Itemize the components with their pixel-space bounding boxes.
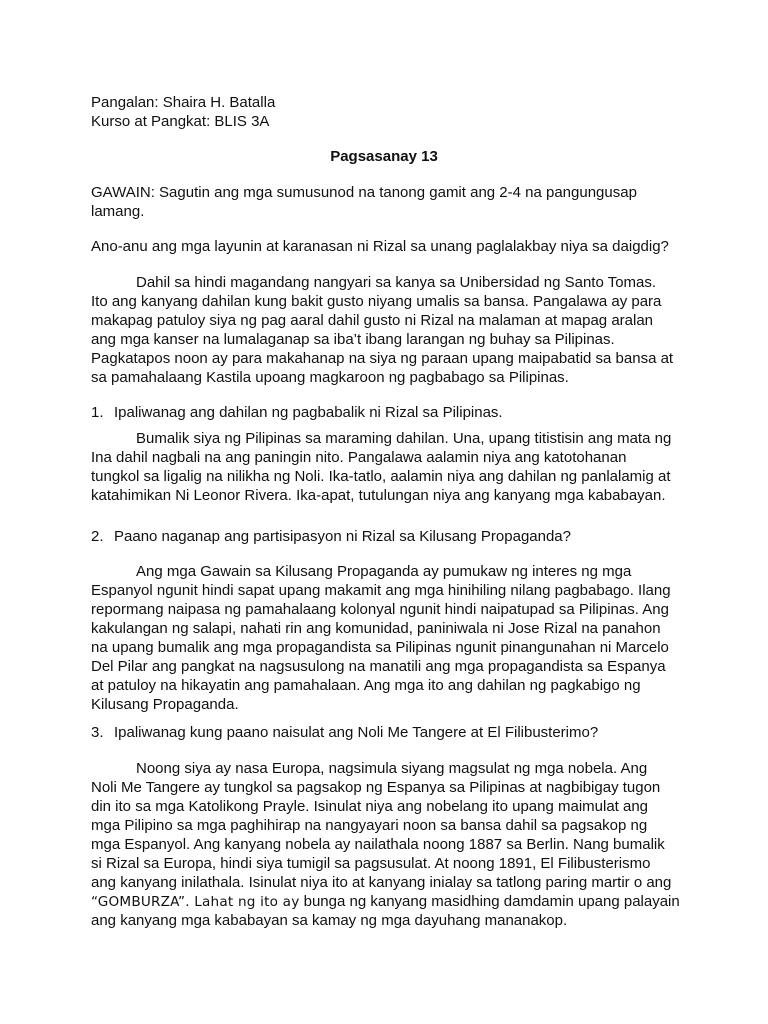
question-label: Ipaliwanag ang dahilan ng pagbabalik ni Rizal sa Pilipinas. [114,404,503,421]
answer-line: kakulangan ng salapi, nahati rin ang komunidad, paniniwala ni Jose Rizal na panahon [91,620,661,637]
document-title [0,147,768,166]
answer-segment: bunga ng kanyang masidhing damdamin upang palayain [299,893,680,910]
intro-question [91,237,691,256]
answer-line: katahimikan Ni Leonor Rivera. Ika-apat, tutulungan niya ang kanyang mga kababayan. [91,487,666,504]
answer-line: repormang naipasa ng pamahalaang kolonyal ngunit hindi naipatupad sa Pilipinas. Ang [91,601,669,618]
question-text [91,723,691,742]
intro-answer [91,273,691,387]
answer-line: Ang mga Gawain sa Kilusang Propaganda ay pumukaw ng interes ng mga [136,563,632,580]
question-text [91,403,691,422]
answer-1 [91,429,691,505]
answer-line: ang kanyang inilathala. Isinulat niya ito at kanyang inialay sa tatlong paring martir o ang [91,874,672,891]
answer-line: makapag patuloy siya ng pag aaral dahil gusto ni Rizal na malaman at mapag aralan [91,312,654,329]
student-info [91,93,275,131]
intro-question-text: Ano-anu ang mga layunin at karanasan ni Rizal sa unang paglalakbay niya sa daigdig? [91,238,669,255]
answer-line [91,892,691,911]
instruction-line: GAWAIN: Sagutin ang mga sumusunod na tanong gamit ang 2-4 na pangungusap [91,184,637,201]
answer-line: sa pamahalaang Kastila upoang magkaroon ng pagbabago sa Pilipinas. [91,369,569,386]
answer-line: at patuloy na hikayatin ang pamahalaan. Ang mga ito ang dahilan ng pagkabigo ng [91,677,641,694]
answer-line: din ito sa mga Katolikong Prayle. Isinulat niya ang nobelang ito upang maimulat ang [91,798,649,815]
answer-line: Espanyol ngunit hindi sapat upang makamit ang mga hinihiling nilang pagbabago. Ilang [91,582,671,599]
answer-segment: “GOMBURZA”. Lahat ng ito ay [91,894,300,910]
question-2 [91,527,691,546]
question-1 [91,403,691,422]
answer-line: mga Espanyol. Ang kanyang nobela ay nailathala noong 1887 sa Berlin. Nang bumalik [91,836,665,853]
answer-line: Ito ang kanyang dahilan kung bakit gusto niyang umalis sa bansa. Pangalawa ay para [91,293,662,310]
instruction-line: lamang. [91,203,145,220]
question-number: 1. [91,404,104,421]
question-number: 3. [91,724,104,741]
answer-line: ang mga kanser na lumalaganap sa iba’t ibang larangan ng buhay sa Pilipinas. [91,331,615,348]
question-label: Ipaliwanag kung paano naisulat ang Noli Me Tangere at El Filibusterimo? [114,724,599,741]
answer-line: Dahil sa hindi magandang nangyari sa kanya sa Unibersidad ng Santo Tomas. [136,274,657,291]
instruction [91,183,691,221]
answer-line: Del Pilar ang pangkat na nagsusulong na manatili ang mga propagandista sa Espanya [91,658,666,675]
student-name: Pangalan: Shaira H. Batalla [91,94,276,111]
answer-line: Bumalik siya ng Pilipinas sa maraming dahilan. Una, upang titistisin ang mata ng [136,430,672,447]
answer-line: Kilusang Propaganda. [91,696,239,713]
answer-line: mga Pilipino sa mga paghihirap na nangyayari noon sa bansa dahil sa pagsakop ng [91,817,648,834]
question-number: 2. [91,528,104,545]
answer-line: ang kanyang mga kababayan sa kamay ng mga dayuhang mananakop. [91,912,568,929]
answer-2 [91,562,691,714]
document-title-text: Pagsasanay 13 [330,148,438,165]
question-text [91,527,691,546]
answer-line: Noong siya ay nasa Europa, nagsimula siyang magsulat ng mga nobela. Ang [136,760,648,777]
answer-line: tungkol sa ligalig na nilikha ng Noli. Ika-tatlo, aalamin niya ang dahilan ng panlalamig at [91,468,671,485]
question-3 [91,723,691,742]
course-section: Kurso at Pangkat: BLIS 3A [91,113,270,130]
answer-line: na upang bumalik ang mga propagandista sa Pilipinas ngunit pinangunahan ni Marcelo [91,639,669,656]
question-label: Paano naganap ang partisipasyon ni Rizal sa Kilusang Propaganda? [114,528,571,545]
answer-line: Pagkatapos noon ay para makahanap na siya ng paraan upang maipabatid sa bansa at [91,350,674,367]
answer-line: Noli Me Tangere ay tungkol sa pagsakop ng Espanya sa Pilipinas at nagbibigay tugon [91,779,661,796]
answer-line: si Rizal sa Europa, hindi siya tumigil sa pagsusulat. At noong 1891, El Filibusterismo [91,855,651,872]
answer-3 [91,759,691,930]
answer-line: Ina dahil nagbali na ang paningin nito. Pangalawa aalamin niya ang katotohanan [91,449,627,466]
